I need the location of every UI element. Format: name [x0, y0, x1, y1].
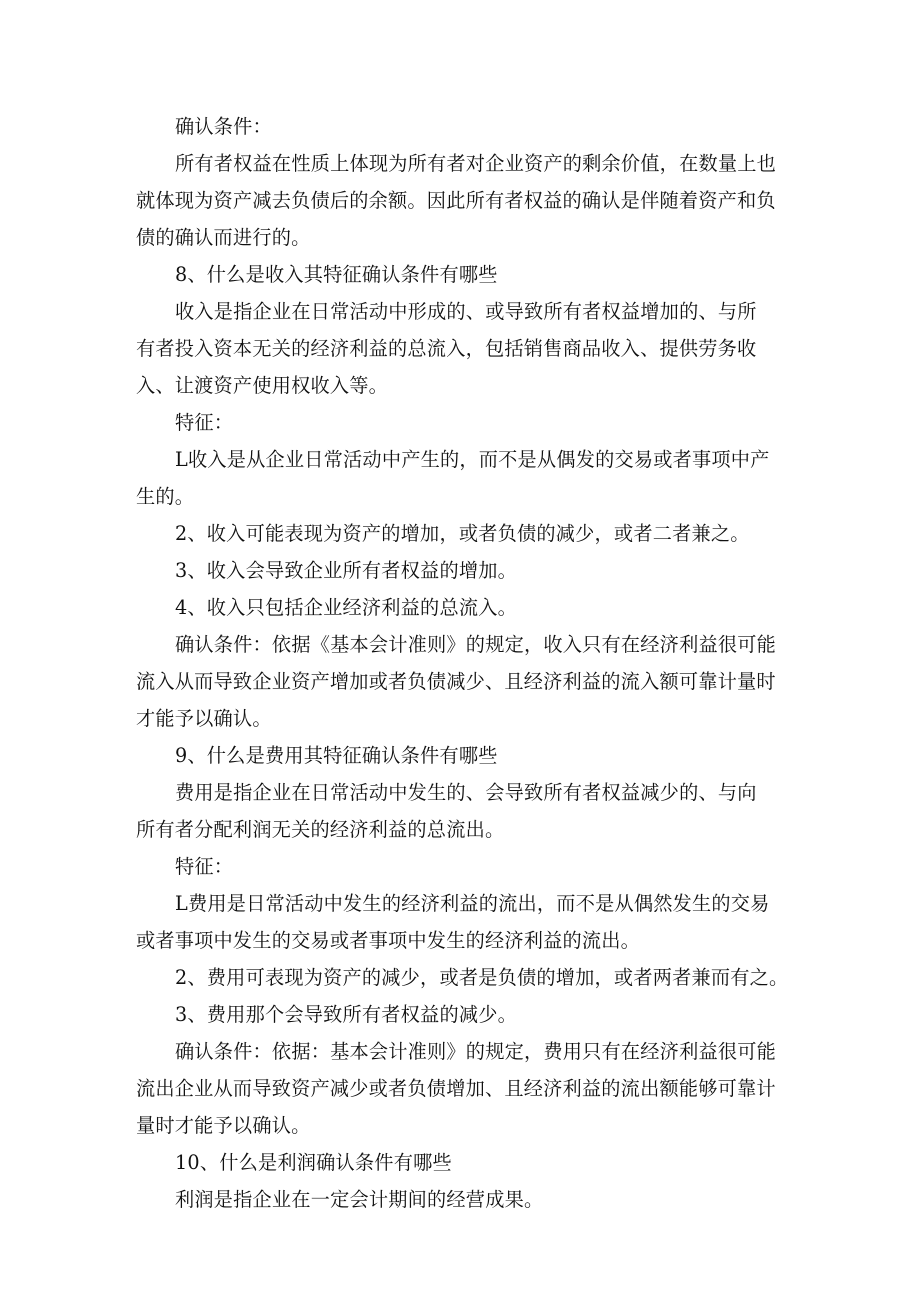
list-item: 2、收入可能表现为资产的增加，或者负债的减少，或者二者兼之。 — [175, 522, 750, 545]
text-line: 确认条件：依据：基本会计准则》的规定，费用只有在经济利益很可能 — [175, 1040, 777, 1063]
text-line: 就体现为资产减去负债后的余额。因此所有者权益的确认是伴随着资产和负 — [136, 189, 776, 212]
text-line: 所有者分配利润无关的经济利益的总流出。 — [136, 818, 505, 841]
list-item: 3、收入会导致企业所有者权益的增加。 — [175, 559, 517, 582]
text-line: 确认条件：依据《基本会计准则》的规定，收入只有在经济利益很可能 — [175, 633, 777, 656]
list-item: 2、费用可表现为资产的减少，或者是负债的增加，或者两者兼而有之。 — [175, 966, 789, 989]
text-line: 入、让渡资产使用权收入等。 — [136, 374, 389, 397]
list-item: 3、费用那个会导致所有者权益的减少。 — [175, 1003, 517, 1026]
paragraph-heading: 特征： — [175, 855, 234, 878]
text-line: 量时才能予以确认。 — [136, 1114, 311, 1137]
text-line: 有者投入资本无关的经济利益的总流入，包括销售商品收入、提供劳务收 — [136, 337, 757, 360]
text-line: 收入是指企业在日常活动中形成的、或导致所有者权益增加的、与所 — [175, 300, 757, 323]
text-line: 利润是指企业在一定会计期间的经营成果。 — [175, 1188, 544, 1211]
question-heading-10: 10、什么是利润确认条件有哪些 — [175, 1151, 452, 1174]
text-line: 才能予以确认。 — [136, 707, 272, 730]
text-line: 生的。 — [136, 485, 195, 508]
text-line: 债的确认而进行的。 — [136, 226, 311, 249]
text-line: L费用是日常活动中发生的经济利益的流出，而不是从偶然发生的交易 — [175, 892, 770, 915]
paragraph-heading: 确认条件： — [175, 115, 272, 138]
question-heading-8: 8、什么是收入其特征确认条件有哪些 — [175, 263, 498, 286]
text-line: L收入是从企业日常活动中产生的，而不是从偶发的交易或者事项中产 — [175, 448, 770, 471]
text-line: 流出企业从而导致资产减少或者负债增加、且经济利益的流出额能够可靠计 — [136, 1077, 776, 1100]
document-body — [136, 108, 808, 1218]
text-line: 费用是指企业在日常活动中发生的、会导致所有者权益减少的、与向 — [175, 781, 757, 804]
text-line: 流入从而导致企业资产增加或者负债减少、且经济利益的流入额可靠计量时 — [136, 670, 776, 693]
paragraph-heading: 特征： — [175, 411, 234, 434]
list-item: 4、收入只包括企业经济利益的总流入。 — [175, 596, 517, 619]
question-heading-9: 9、什么是费用其特征确认条件有哪些 — [175, 744, 498, 767]
text-line: 所有者权益在性质上体现为所有者对企业资产的剩余价值，在数量上也 — [175, 152, 777, 175]
text-line: 或者事项中发生的交易或者事项中发生的经济利益的流出。 — [136, 929, 641, 952]
